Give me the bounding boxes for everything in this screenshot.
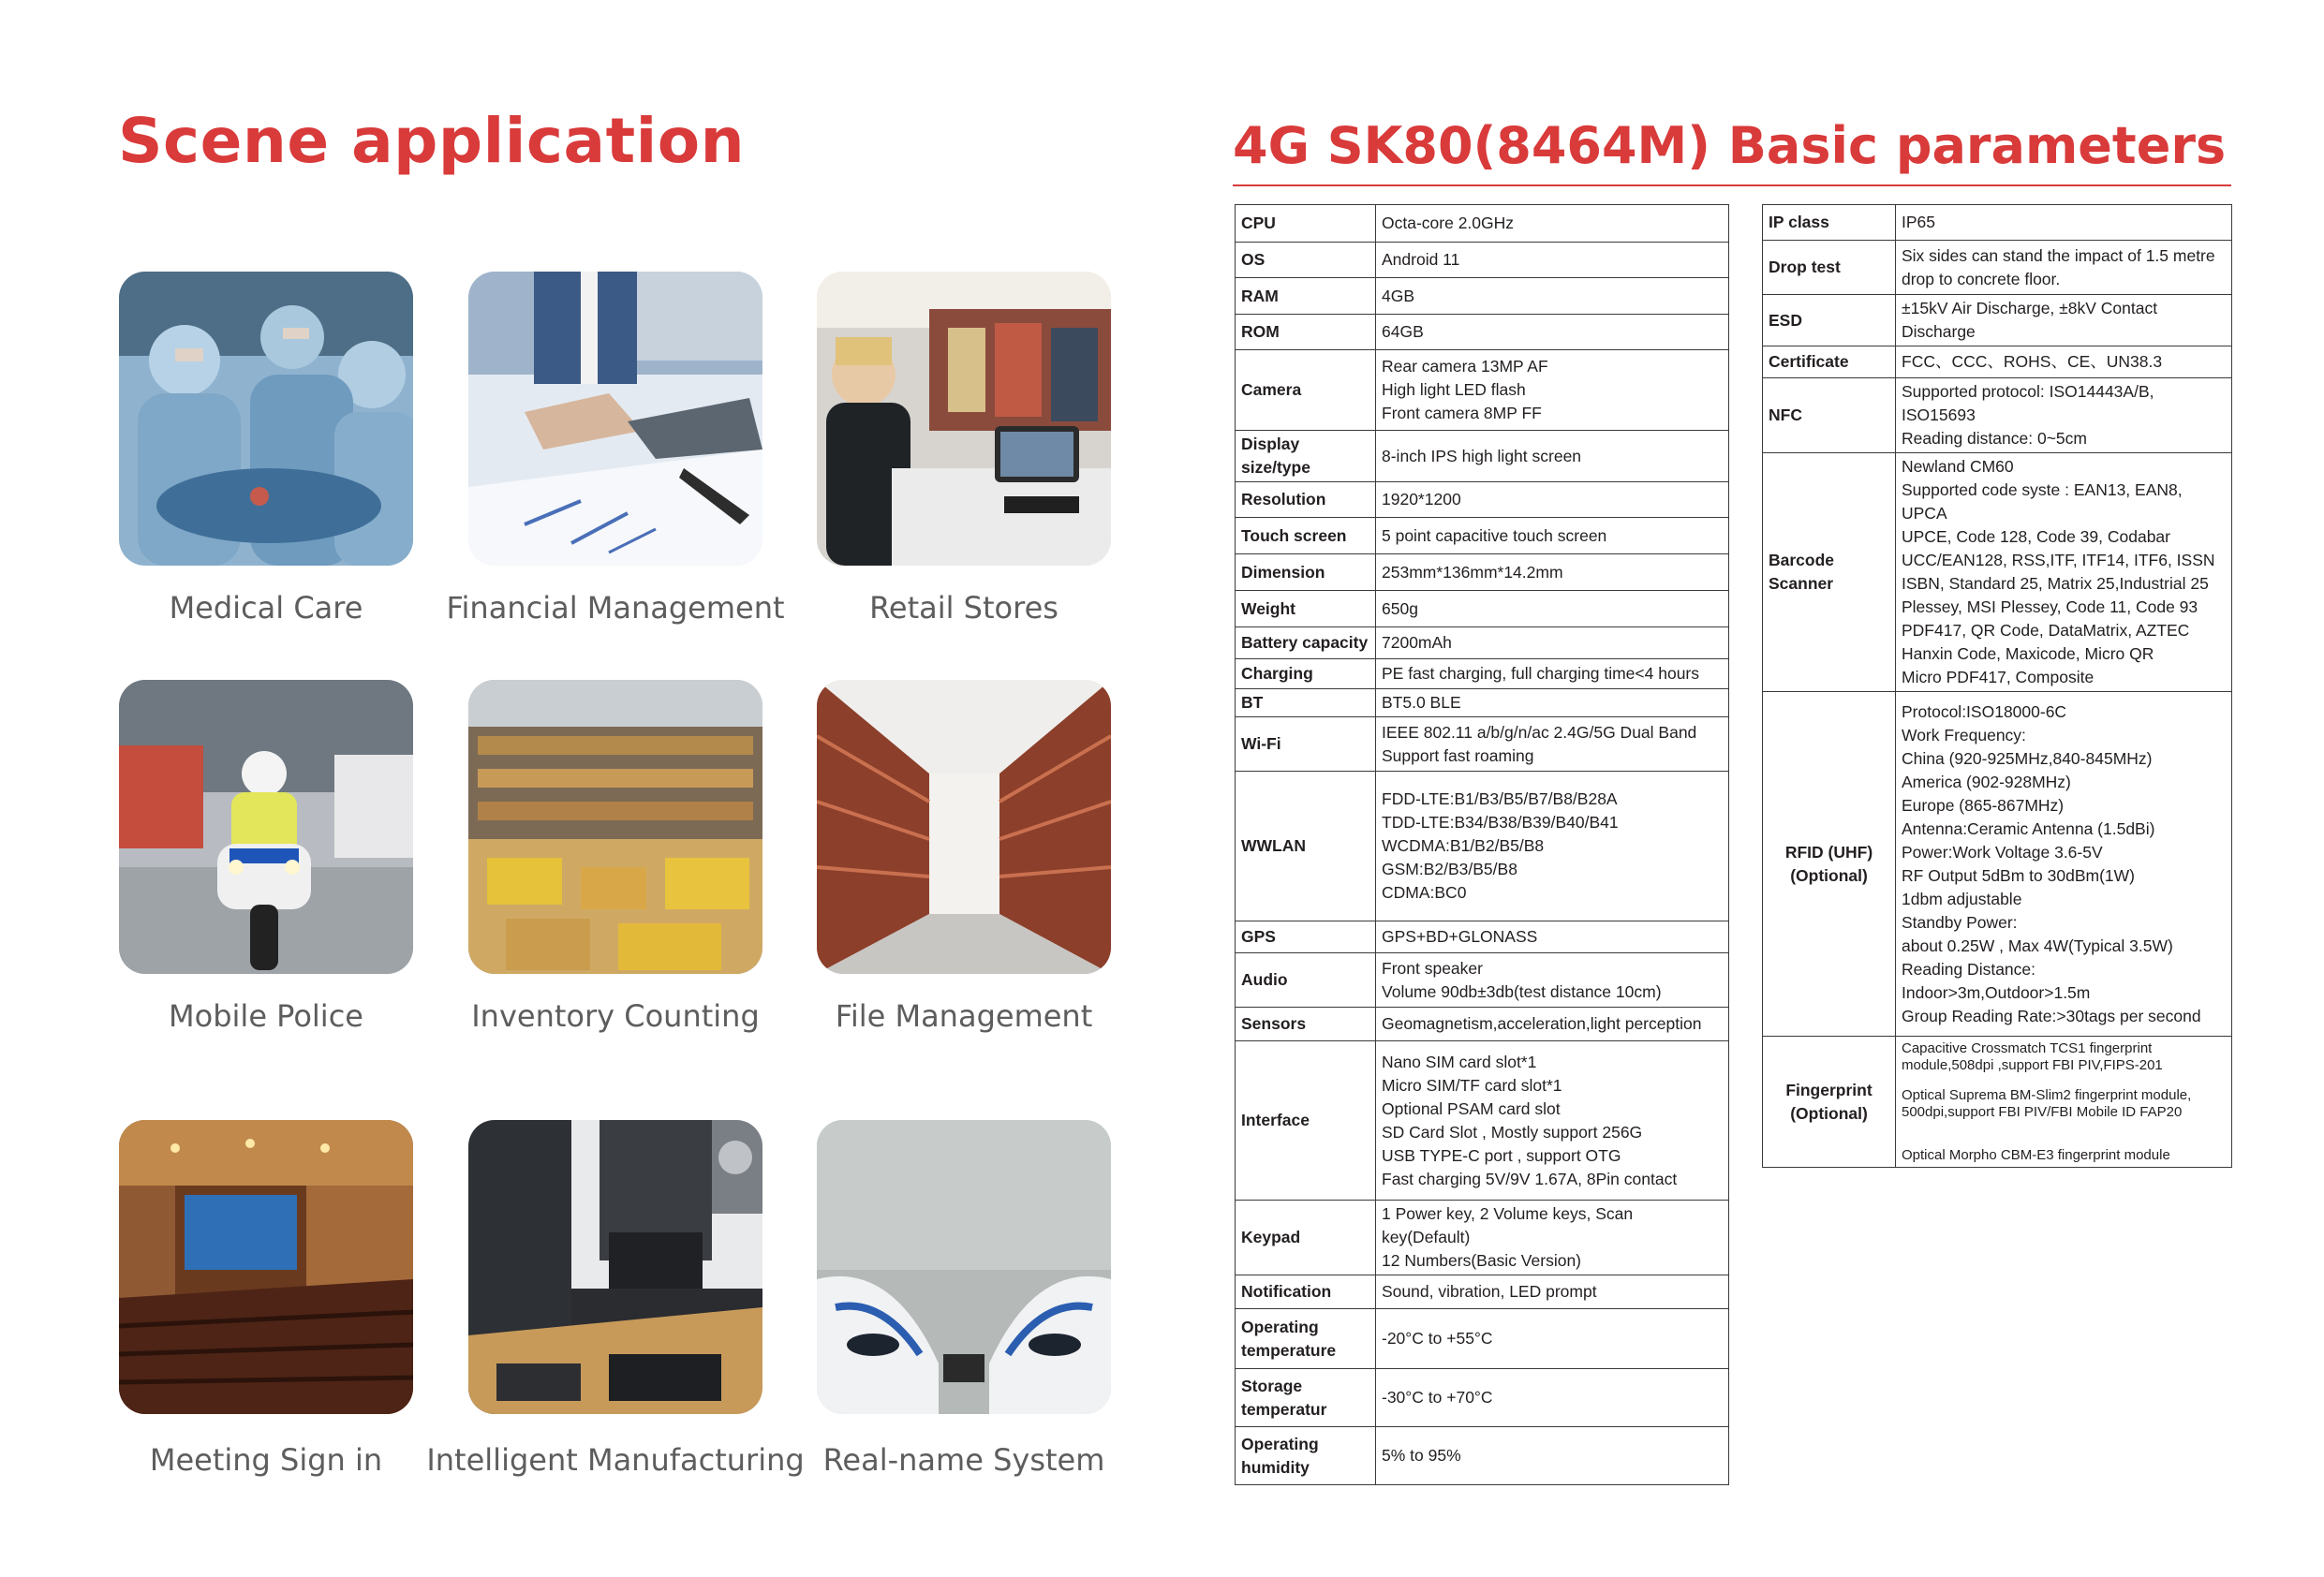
param-row-bt: [1236, 689, 1729, 717]
param-value: 1920*1200: [1376, 482, 1729, 518]
param-value: 4GB: [1376, 278, 1729, 315]
param-row-sensors: [1236, 1008, 1729, 1041]
parameters-table-left: [1235, 204, 1729, 1485]
param-row-rfid: [1763, 692, 2232, 1037]
param-value: 64GB: [1376, 315, 1729, 350]
scene-label-inventory-counting: Inventory Counting: [471, 998, 760, 1034]
param-value: 7200mAh: [1376, 627, 1729, 659]
param-row-rom: [1236, 315, 1729, 350]
scene-label-real-name-system: Real-name System: [822, 1442, 1105, 1478]
scene-label-meeting-sign-in: Meeting Sign in: [149, 1442, 383, 1478]
param-row-touch-screen: [1236, 518, 1729, 554]
param-key: Camera: [1236, 350, 1376, 431]
param-key: Drop test: [1763, 241, 1896, 295]
param-value: Android 11: [1376, 243, 1729, 278]
param-key: Wi-Fi: [1236, 717, 1376, 772]
param-value: FCC、CCC、ROHS、CE、UN38.3: [1896, 346, 2232, 378]
param-row-resolution: [1236, 482, 1729, 518]
param-value: 5% to 95%: [1376, 1427, 1729, 1485]
param-key: Keypad: [1236, 1201, 1376, 1275]
param-key: ESD: [1763, 295, 1896, 346]
section-title-scene-application: Scene application: [118, 105, 746, 177]
retail-photo: [817, 272, 1111, 566]
param-value: BT5.0 BLE: [1376, 689, 1729, 717]
param-row-notification: [1236, 1275, 1729, 1309]
param-key: Barcode Scanner: [1763, 453, 1896, 692]
param-value: Newland CM60 Supported code syste : EAN13, EAN8, UPCA UPCE, Code 128, Code 39, Codabar UCC/EAN128, RSS,ITF, ITF14, ITF6, ISSN ISBN, Standard 25, Matrix 25,Industrial 25 Plessey, MSI Plessey, Code 11, Code 93 PDF417, QR Code, DataMatrix, AZTEC Hanxin Code, Maxicode, Micro QR Micro PDF417, Composite: [1896, 453, 2232, 692]
param-row-weight: [1236, 591, 1729, 627]
param-value: Geomagnetism,acceleration,light perception: [1376, 1008, 1729, 1041]
param-value: 5 point capacitive touch screen: [1376, 518, 1729, 554]
param-row-fingerprint: [1763, 1037, 2232, 1168]
param-value: 253mm*136mm*14.2mm: [1376, 554, 1729, 591]
param-row-battery: [1236, 627, 1729, 659]
param-key: Audio: [1236, 953, 1376, 1008]
param-row-camera: [1236, 350, 1729, 431]
param-row-interface: [1236, 1041, 1729, 1201]
surgery-photo: [119, 272, 413, 566]
param-key: GPS: [1236, 921, 1376, 953]
param-row-charging: [1236, 659, 1729, 689]
param-row-storage-temperature: [1236, 1369, 1729, 1427]
param-key: RFID (UHF) (Optional): [1763, 692, 1896, 1037]
param-row-cpu: [1236, 205, 1729, 243]
param-value: Sound, vibration, LED prompt: [1376, 1275, 1729, 1309]
param-row-keypad: [1236, 1201, 1729, 1275]
scene-label-file-management: File Management: [835, 998, 1093, 1034]
param-key: Fingerprint (Optional): [1763, 1037, 1896, 1168]
param-key: Sensors: [1236, 1008, 1376, 1041]
finance-photo: [468, 272, 762, 566]
police-photo: [119, 680, 413, 974]
param-key: Touch screen: [1236, 518, 1376, 554]
scene-label-retail-stores: Retail Stores: [869, 590, 1058, 626]
param-row-ram: [1236, 278, 1729, 315]
param-value: Nano SIM card slot*1 Micro SIM/TF card slot*1 Optional PSAM card slot SD Card Slot , Mostly support 256G USB TYPE-C port , support OTG Fast charging 5V/9V 1.67A, 8Pin contact: [1376, 1041, 1729, 1201]
parameters-table-right: [1762, 204, 2232, 1168]
param-key: Dimension: [1236, 554, 1376, 591]
param-row-barcode-scanner: [1763, 453, 2232, 692]
param-row-ip-class: [1763, 205, 2232, 241]
param-row-esd: [1763, 295, 2232, 346]
scene-label-medical-care: Medical Care: [169, 590, 363, 626]
param-row-operating-humidity: [1236, 1427, 1729, 1485]
param-value: 650g: [1376, 591, 1729, 627]
scene-label-financial-management: Financial Management: [446, 590, 785, 626]
param-value: -20°C to +55°C: [1376, 1309, 1729, 1369]
param-row-wwlan: [1236, 772, 1729, 921]
archive-photo: [817, 680, 1111, 974]
param-value: 8-inch IPS high light screen: [1376, 431, 1729, 482]
param-key: IP class: [1763, 205, 1896, 241]
param-row-dimension: [1236, 554, 1729, 591]
param-key: Resolution: [1236, 482, 1376, 518]
param-value: -30°C to +70°C: [1376, 1369, 1729, 1427]
param-value: IEEE 802.11 a/b/g/n/ac 2.4G/5G Dual Band Support fast roaming: [1376, 717, 1729, 772]
param-key: CPU: [1236, 205, 1376, 243]
param-key: BT: [1236, 689, 1376, 717]
param-value: IP65: [1896, 205, 2232, 241]
param-value: Capacitive Crossmatch TCS1 fingerprint module,508dpi ,support FBI PIV,FIPS-201 Optical Suprema BM-Slim2 fingerprint module, 500dpi,support FBI PIV/FBI Mobile ID FAP20 Optical Morpho CBM-E3 fingerprint module: [1896, 1037, 2232, 1168]
param-value: Protocol:ISO18000-6C Work Frequency: China (920-925MHz,840-845MHz) America (902-928MHz) Europe (865-867MHz) Antenna:Ceramic Antenna (1.5dBi) Power:Work Voltage 3.6-5V RF Output 5dBm to 30dBm(1W) 1dbm adjustable Standby Power: about 0.25W , Max 4W(Typical 3.5W) Reading Distance: Indoor>3m,Outdoor>1.5m Group Reading Rate:>30tags per second: [1896, 692, 2232, 1037]
param-key: Storage temperatur: [1236, 1369, 1376, 1427]
param-value: Supported protocol: ISO14443A/B, ISO15693 Reading distance: 0~5cm: [1896, 378, 2232, 453]
param-key: Weight: [1236, 591, 1376, 627]
param-value: Six sides can stand the impact of 1.5 metre drop to concrete floor.: [1896, 241, 2232, 295]
scene-label-mobile-police: Mobile Police: [169, 998, 363, 1034]
section-title-basic-parameters: 4G SK80(8464M) Basic parameters: [1233, 116, 2227, 175]
param-key: Certificate: [1763, 346, 1896, 378]
auditorium-photo: [119, 1120, 413, 1414]
param-row-certificate: [1763, 346, 2232, 378]
param-value: GPS+BD+GLONASS: [1376, 921, 1729, 953]
param-key: Operating temperature: [1236, 1309, 1376, 1369]
param-key: WWLAN: [1236, 772, 1376, 921]
param-row-os: [1236, 243, 1729, 278]
param-row-audio: [1236, 953, 1729, 1008]
param-key: Operating humidity: [1236, 1427, 1376, 1485]
param-key: Charging: [1236, 659, 1376, 689]
param-value: Front speaker Volume 90db±3db(test distance 10cm): [1376, 953, 1729, 1008]
param-value: 1 Power key, 2 Volume keys, Scan key(Default) 12 Numbers(Basic Version): [1376, 1201, 1729, 1275]
factory-photo: [468, 1120, 762, 1414]
param-key: OS: [1236, 243, 1376, 278]
param-key: RAM: [1236, 278, 1376, 315]
param-value: Rear camera 13MP AF High light LED flash Front camera 8MP FF: [1376, 350, 1729, 431]
train-photo: [817, 1120, 1111, 1414]
param-key: Battery capacity: [1236, 627, 1376, 659]
title-underline: [1233, 184, 2231, 186]
param-row-wifi: [1236, 717, 1729, 772]
param-row-display: [1236, 431, 1729, 482]
param-value: PE fast charging, full charging time<4 hours: [1376, 659, 1729, 689]
param-row-nfc: [1763, 378, 2232, 453]
param-key: ROM: [1236, 315, 1376, 350]
scene-label-intelligent-manufacturing: Intelligent Manufacturing: [426, 1442, 805, 1478]
warehouse-photo: [468, 680, 762, 974]
param-key: Notification: [1236, 1275, 1376, 1309]
param-row-drop-test: [1763, 241, 2232, 295]
param-row-operating-temperature: [1236, 1309, 1729, 1369]
param-key: Display size/type: [1236, 431, 1376, 482]
param-value: ±15kV Air Discharge, ±8kV Contact Discharge: [1896, 295, 2232, 346]
param-key: NFC: [1763, 378, 1896, 453]
param-value: Octa-core 2.0GHz: [1376, 205, 1729, 243]
param-value: FDD-LTE:B1/B3/B5/B7/B8/B28A TDD-LTE:B34/B38/B39/B40/B41 WCDMA:B1/B2/B5/B8 GSM:B2/B3/B5/B8 CDMA:BC0: [1376, 772, 1729, 921]
param-row-gps: [1236, 921, 1729, 953]
param-key: Interface: [1236, 1041, 1376, 1201]
